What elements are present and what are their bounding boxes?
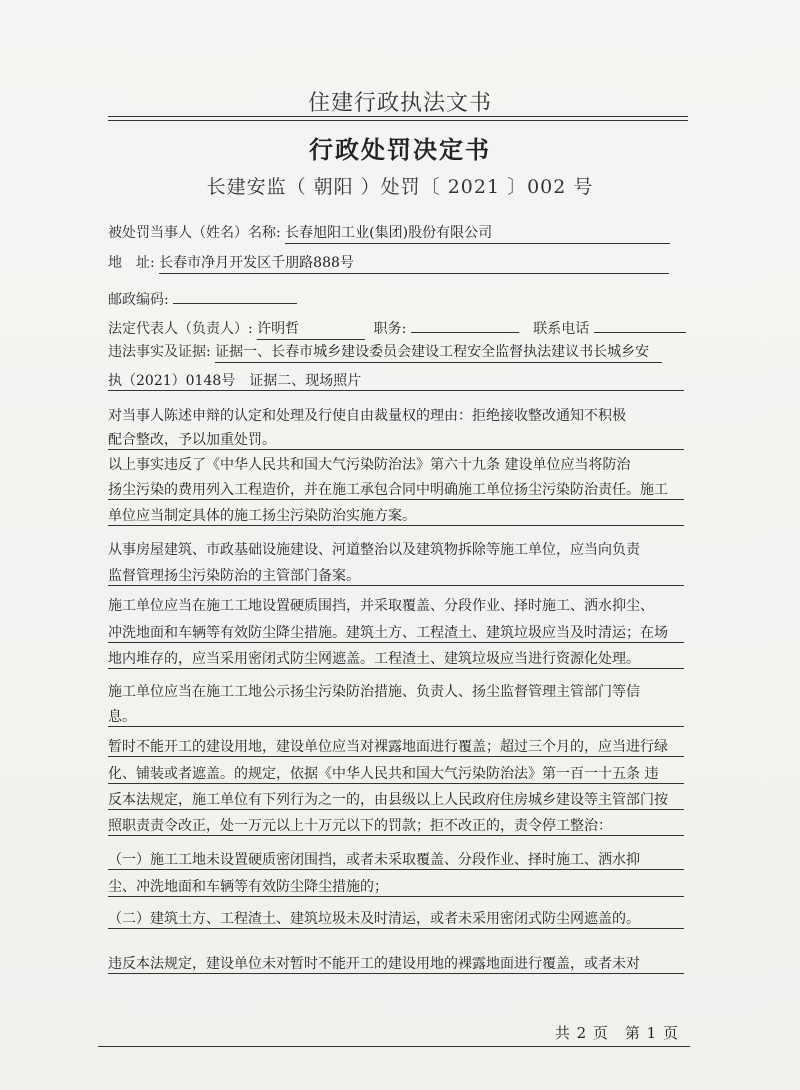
address-value: 长春市净月开发区千朋路888号: [159, 256, 669, 274]
facts-value-line-2: 执（2021）0148号 证据二、现场照片: [108, 374, 684, 391]
paragraph-2-line-2: 扬尘污染的费用列入工程造价，并在施工承包合同中明确施工单位扬尘污染防治责任。施工: [108, 483, 684, 500]
position-value: [411, 315, 519, 333]
postal-label: 邮政编码:: [108, 292, 169, 308]
header-rule-bottom: [108, 120, 688, 121]
paragraph-9-line-1: 违反本法规定，建设单位未对暂时不能开工的建设用地的裸露地面进行覆盖，或者未对: [108, 957, 684, 974]
party-name-value: 长春旭阳工业(集团)股份有限公司: [285, 226, 670, 244]
document-number: 长建安监（ 朝阳 ）处罚〔 2021 〕002 号: [206, 176, 594, 198]
header-rule-top: [108, 116, 688, 117]
postal-value: [173, 286, 297, 304]
decision-title: 行政处罚决定书: [309, 135, 491, 164]
paragraph-8-line-1: （二）建筑土方、工程渣土、建筑垃圾未及时清运，或者未采用密闭式防尘网遮盖的。: [108, 912, 684, 929]
paragraph-1-line-2: 配合整改，予以加重处罚。: [108, 433, 684, 450]
paragraph-5-line-2: 息。: [108, 710, 684, 727]
paragraph-2-line-3: 单位应当制定具体的施工扬尘污染防治实施方案。: [108, 509, 684, 526]
paragraph-4-line-3: 地内堆存的，应当采用密闭式防尘网遮盖。工程渣土、建筑垃圾应当进行资源化处理。: [108, 652, 684, 669]
party-name-label: 被处罚当事人（姓名）名称:: [108, 225, 281, 241]
paragraph-6-line-4: 照职责责令改正，处一万元以上十万元以下的罚款；拒不改正的，责令停工整治：: [108, 819, 684, 836]
paragraph-7-line-2: 尘、冲洗地面和车辆等有效防尘降尘措施的；: [108, 880, 684, 897]
paragraph-3-line-2: 监督管理扬尘污染防治的主管部门备案。: [108, 569, 684, 586]
party-name-row: [108, 226, 684, 244]
phone-value: [594, 315, 686, 333]
representative-value: 许明哲: [257, 322, 365, 340]
document-header-title: 住建行政执法文书: [307, 91, 492, 116]
paragraph-3-line-1: 从事房屋建筑、市政基础设施建设、河道整治以及建筑物拆除等施工单位，应当向负责: [108, 542, 640, 558]
footer-rule: [98, 1046, 690, 1047]
position-label: 职务:: [373, 321, 407, 337]
representative-row: [108, 315, 684, 340]
postal-row: [108, 286, 684, 307]
paragraph-5-line-1: 施工单位应当在施工工地公示扬尘污染防治措施、负责人、扬尘监督管理主管部门等信: [108, 684, 640, 700]
facts-row-1: [108, 345, 684, 363]
paragraph-1-line-1: 对当事人陈述申辩的认定和处理及行使自由裁量权的理由：拒绝接收整改通知不积极: [108, 408, 626, 424]
representative-label: 法定代表人（负责人）:: [108, 321, 253, 337]
paragraph-7-line-1: （一）施工工地未设置硬质密闭围挡，或者未采取覆盖、分段作业、择时施工、洒水抑: [108, 853, 684, 870]
facts-label: 违法事实及证据:: [108, 344, 211, 360]
paragraph-6-line-2: 化、铺装或者遮盖。的规定，依据《中华人民共和国大气污染防治法》第一百一十五条 违: [108, 767, 684, 784]
paragraph-6-line-3: 反本法规定，施工单位有下列行为之一的，由县级以上人民政府住房城乡建设等主管部门按: [108, 793, 684, 810]
paragraph-4-line-1: 施工单位应当在施工工地设置硬质围挡，并采取覆盖、分段作业、择时施工、洒水抑尘、: [108, 598, 654, 614]
address-label: 地 址:: [108, 255, 155, 271]
page-number: 共 2 页 第 1 页: [554, 1024, 679, 1042]
phone-label: 联系电话: [533, 321, 590, 337]
paragraph-6-line-1: 暂时不能开工的建设用地，建设单位应当对裸露地面进行覆盖；超过三个月的，应当进行绿: [108, 740, 684, 757]
paragraph-4-line-2: 冲洗地面和车辆等有效防尘降尘措施。建筑土方、工程渣土、建筑垃圾应当及时清运；在场: [108, 626, 684, 643]
address-row: [108, 256, 684, 274]
facts-value-line-1: 证据一、长春市城乡建设委员会建设工程安全监督执法建议书长城乡安: [215, 345, 662, 363]
paragraph-2-line-1: 以上事实违反了《中华人民共和国大气污染防治法》第六十九条 建设单位应当将防治: [108, 457, 631, 473]
